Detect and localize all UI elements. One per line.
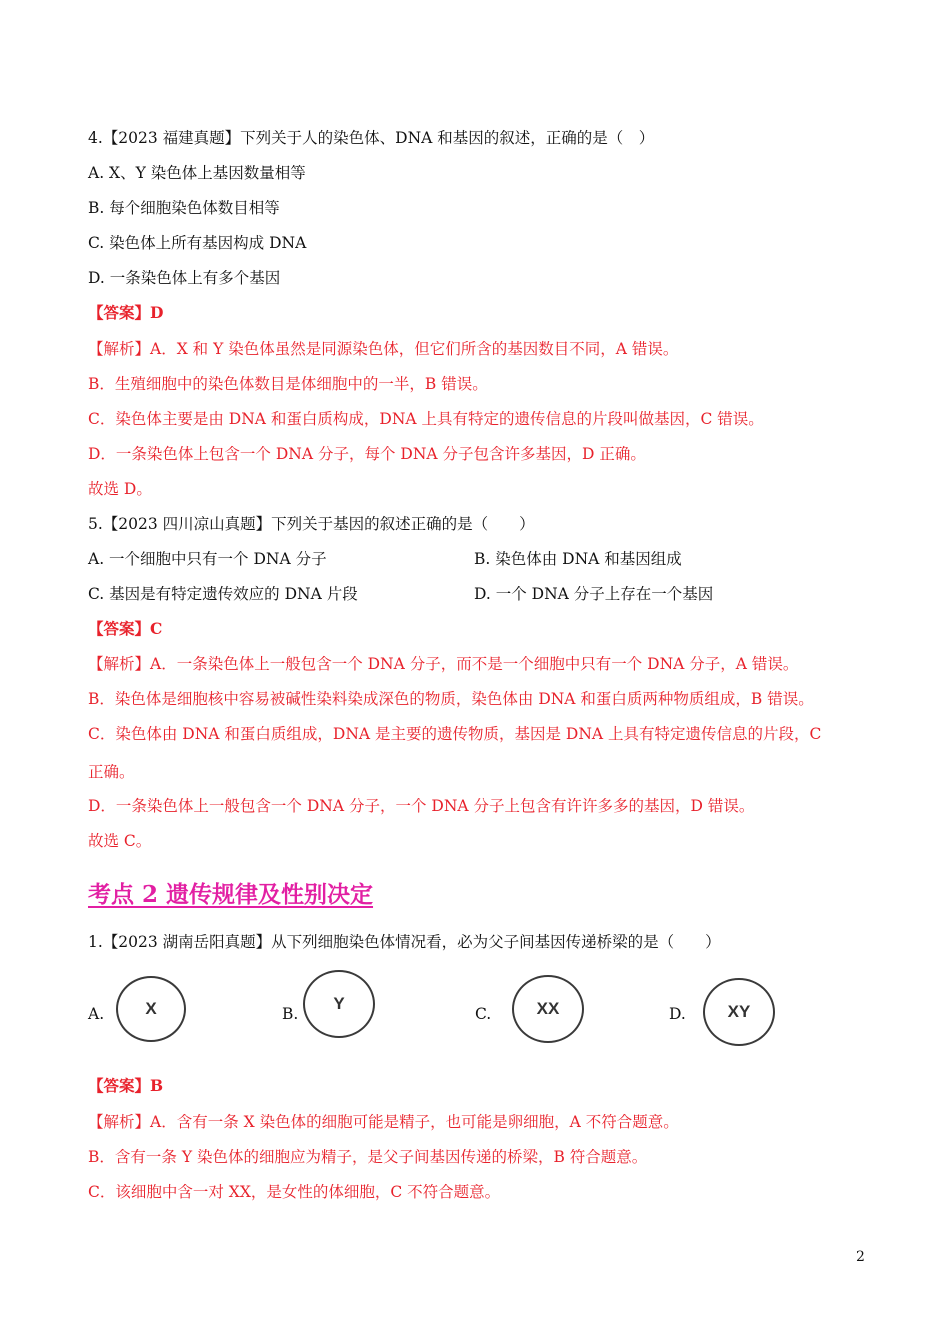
q5-analysis-line: B．染色体是细胞核中容易被碱性染料染成深色的物质，染色体由 DNA 和蛋白质两种物质组成，B 错误。 (88, 690, 814, 708)
q4-analysis-line: C．染色体主要是由 DNA 和蛋白质构成，DNA 上具有特定的遗传信息的片段叫做基因，C 错误。 (88, 410, 764, 428)
q4-analysis-line: 【解析】A．X 和 Y 染色体虽然是同源染色体，但它们所含的基因数目不同，A 错误。 (88, 340, 679, 358)
q1-option-c-label: C. (475, 1005, 492, 1023)
q1-option-a-label: A. (88, 1005, 105, 1023)
q5-answer: 【答案】C (88, 619, 163, 638)
cell-xy-content: XY (727, 1002, 751, 1021)
cell-xy-diagram (703, 978, 775, 1046)
q5-option-a: A. 一个细胞中只有一个 DNA 分子 (88, 550, 327, 568)
q4-stem: 4.【2023 福建真题】下列关于人的染色体、DNA 和基因的叙述，正确的是（ ） (88, 129, 655, 147)
cell-xx-diagram (512, 975, 584, 1043)
cell-x-diagram (116, 976, 186, 1042)
q4-analysis-line: B．生殖细胞中的染色体数目是体细胞中的一半，B 错误。 (88, 375, 488, 393)
q1-answer: 【答案】B (88, 1076, 164, 1095)
q5-option-b: B. 染色体由 DNA 和基因组成 (474, 550, 682, 568)
q5-analysis-line: D．一条染色体上一般包含一个 DNA 分子，一个 DNA 分子上包含有许许多多的基因，D 错误。 (88, 797, 755, 815)
q5-option-c: C. 基因是有特定遗传效应的 DNA 片段 (88, 585, 358, 603)
cell-y-diagram (303, 970, 375, 1038)
q1-analysis-line: 【解析】A．含有一条 X 染色体的细胞可能是精子，也可能是卵细胞，A 不符合题意。 (88, 1113, 679, 1131)
q1-option-b-label: B. (282, 1005, 299, 1023)
cell-xx-content: XX (536, 999, 560, 1018)
q5-analysis-line: C．染色体由 DNA 和蛋白质组成，DNA 是主要的遗传物质，基因是 DNA 上具有特定遗传信息的片段，C (88, 725, 822, 743)
q5-analysis-line: 正确。 (88, 763, 135, 781)
page-number: 2 (856, 1249, 865, 1265)
q5-option-d: D. 一个 DNA 分子上存在一个基因 (474, 585, 714, 603)
q1-analysis-line: B．含有一条 Y 染色体的细胞应为精子，是父子间基因传递的桥梁，B 符合题意。 (88, 1148, 648, 1166)
q4-option-b: B. 每个细胞染色体数目相等 (88, 199, 280, 217)
q5-analysis-line: 【解析】A．一条染色体上一般包含一个 DNA 分子，而不是一个细胞中只有一个 DNA 分子，A 错误。 (88, 655, 799, 673)
q4-option-c: C. 染色体上所有基因构成 DNA (88, 234, 307, 252)
q4-answer: 【答案】D (88, 303, 164, 322)
q1-option-d-label: D. (669, 1005, 686, 1023)
cell-x-content: X (145, 999, 157, 1018)
q4-option-d: D. 一条染色体上有多个基因 (88, 269, 281, 287)
q5-analysis-conclusion: 故选 C。 (88, 832, 152, 850)
q1-analysis-line: C．该细胞中含一对 XX，是女性的体细胞，C 不符合题意。 (88, 1183, 501, 1201)
section-heading: 考点 2 遗传规律及性别决定 (88, 881, 374, 908)
q4-analysis-conclusion: 故选 D。 (88, 480, 152, 498)
q1-stem: 1.【2023 湖南岳阳真题】从下列细胞染色体情况看，必为父子间基因传递桥梁的是（ ） (88, 933, 721, 951)
cell-y-content: Y (333, 994, 345, 1013)
q5-stem: 5.【2023 四川凉山真题】下列关于基因的叙述正确的是（ ） (88, 515, 535, 533)
q4-analysis-line: D．一条染色体上包含一个 DNA 分子，每个 DNA 分子包含许多基因，D 正确。 (88, 445, 646, 463)
q4-option-a: A. X、Y 染色体上基因数量相等 (88, 164, 306, 182)
